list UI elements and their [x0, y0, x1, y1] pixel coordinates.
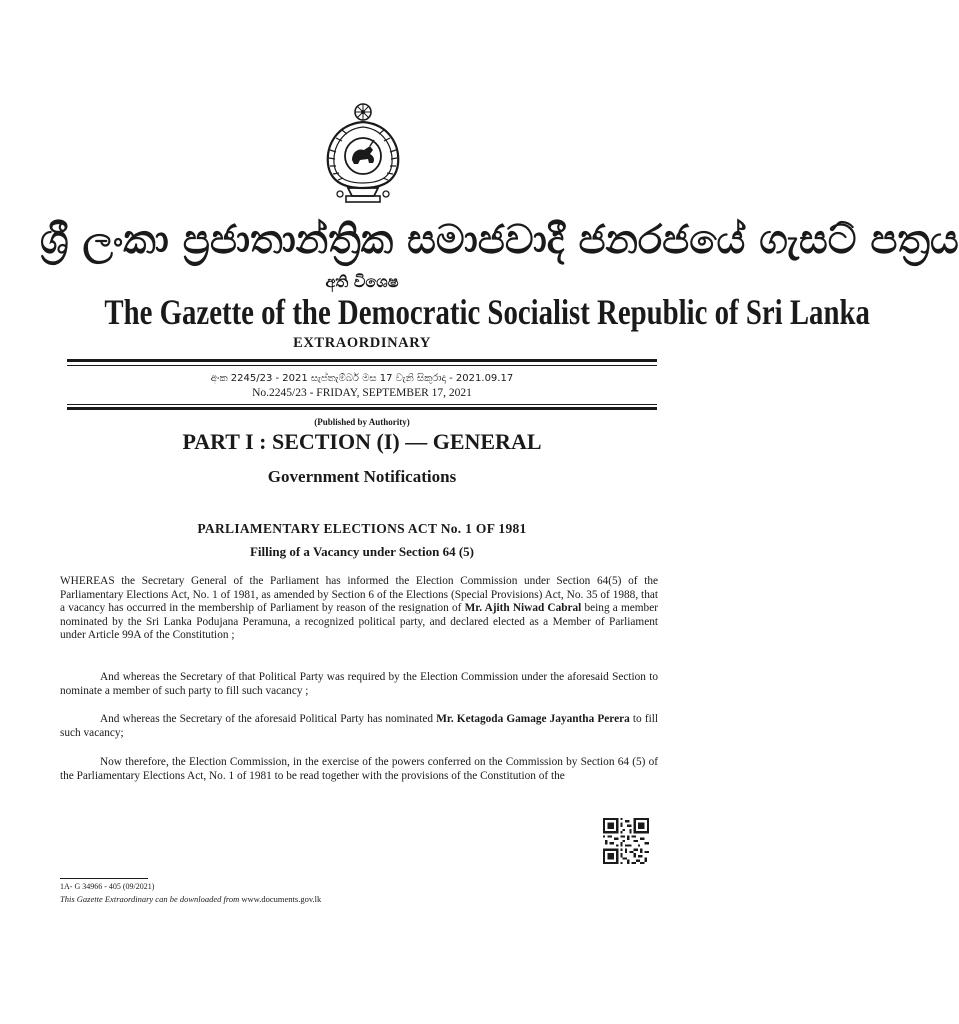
issue-rule-thin	[67, 404, 657, 405]
published-by-authority: (Published by Authority)	[314, 417, 410, 427]
sinhala-gazette-title: ශ්‍රී ලංකා ප්‍රජාතාන්ත්‍රික සමාජවාදී ජනරජයේ ගැසට් පත්‍රය	[40, 217, 959, 263]
paragraph-text: to fill such vacancy;	[60, 713, 658, 739]
download-url-link[interactable]: www.documents.gov.lk	[239, 894, 322, 904]
notice-paragraph-4	[60, 756, 658, 783]
footer-download-note	[60, 894, 321, 905]
footer-rule	[60, 878, 148, 879]
act-title: PARLIAMENTARY ELECTIONS ACT No. 1 OF 1981	[197, 521, 527, 536]
masthead-rule-thin	[67, 365, 657, 366]
footer-reference: 1A- G 34966 - 405 (09/2021)	[60, 882, 155, 891]
paragraph-text: And whereas the Secretary of the aforesaid Political Party has nominated	[100, 713, 437, 725]
paragraph-text: WHEREAS the Secretary General of the Parliament has informed the Election Commission under Section 64(5) of the Parliamentary Elections Act, No. 1 of 1981, as amended by Section 6 of the Elections (Special Provisions) Act, No. 35 of 1988, that a vacancy has occurred in the membership of Parliament by reason of the resignation of	[60, 575, 658, 615]
paragraph-text: And whereas the Secretary of that Political Party was required by the Election Commission under the aforesaid Section to nominate a member of such party to fill such vacancy ;	[60, 671, 658, 697]
section-title: Government Notifications	[267, 467, 457, 486]
extraordinary-label: EXTRAORDINARY	[293, 335, 431, 351]
notice-paragraph-1	[60, 575, 658, 643]
sinhala-extraordinary-label: අති විශෙෂ	[325, 272, 399, 291]
nominated-member-name: Mr. Ketagoda Gamage Jayantha Perera	[436, 713, 630, 725]
notice-paragraph-3	[60, 713, 658, 740]
download-note-text: This Gazette Extraordinary can be downloaded from	[60, 894, 240, 904]
issue-line-english: No.2245/23 - FRIDAY, SEPTEMBER 17, 2021	[252, 387, 472, 399]
notice-subtitle: Filling of a Vacancy under Section 64 (5)	[249, 544, 475, 559]
issue-rule-thick	[67, 407, 657, 410]
sri-lanka-emblem-icon	[318, 100, 408, 208]
paragraph-text: being a member nominated by the Sri Lanka Podujana Peramuna, a recognized political party, and declared elected as a Member of Parliament under Article 99A of the Constitution ;	[60, 602, 658, 642]
paragraph-text: Now therefore, the Election Commission, in the exercise of the powers conferred on the Commission by Section 64 (5) of the Parliamentary Elections Act, No. 1 of 1981 to be read together with the provisions of the Constitution of the	[60, 756, 658, 782]
qr-code-icon	[603, 818, 649, 864]
english-gazette-title: The Gazette of the Democratic Socialist Republic of Sri Lanka	[104, 292, 870, 332]
issue-line-sinhala: අංක 2245/23 - 2021 සැප්තැම්බර් මස 17 වැනි සිකුරාදා - 2021.09.17	[210, 373, 514, 384]
notice-paragraph-2	[60, 671, 658, 698]
resigned-member-name: Mr. Ajith Niwad Cabral	[464, 602, 582, 615]
masthead-rule-thick	[67, 359, 657, 362]
part-heading: PART I : SECTION (I) — GENERAL	[182, 429, 542, 454]
